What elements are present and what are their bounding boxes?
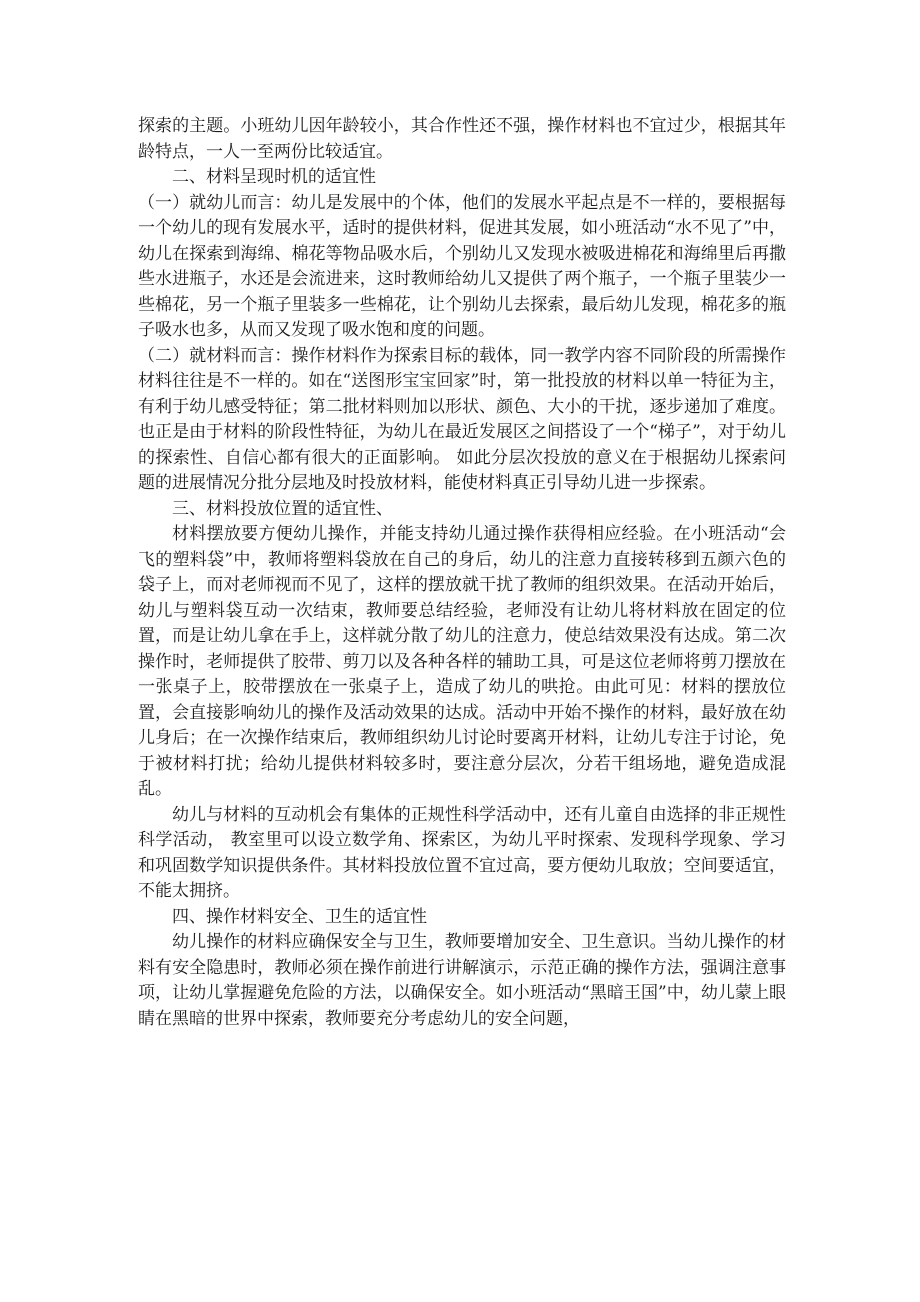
- paragraph-intro: 探索的主题。小班幼儿因年龄较小，其合作性还不强，操作材料也不宜过少，根据其年龄特点，一人一至两份比较适宜。: [138, 116, 786, 162]
- section-heading-2: 二、材料呈现时机的适宜性: [172, 167, 376, 187]
- paragraph-safety: 幼儿操作的材料应确保安全与卫生，教师要增加安全、卫生意识。当幼儿操作的材料有安全隐患时，教师必须在操作前进行讲解演示，示范正确的操作方法，强调注意事项，让幼儿掌握避免危险的方法，以确保安全。如小班活动“黑暗王国”中，幼儿蒙上眼睛在黑暗的世界中探索，教师要充分考虑幼儿的安全问题，: [138, 932, 786, 1029]
- paragraph-child-perspective: （一）就幼儿而言：幼儿是发展中的个体，他们的发展水平起点是不一样的，要根据每一个幼儿的现有发展水平，适时的提供材料，促进其发展，如小班活动“水不见了”中，幼儿在探索到海绵、棉花等物品吸水后，个别幼儿又发现水被吸进棉花和海绵里后再撒些水进瓶子，水还是会流进来，这时教师给幼儿又提供了两个瓶子，一个瓶子里装少一些棉花，另一个瓶子里装多一些棉花，让个别幼儿去探索，最后幼儿发现，棉花多的瓶子吸水也多，从而又发现了吸水饱和度的问题。: [138, 192, 786, 340]
- paragraph-material-perspective: （二）就材料而言：操作材料作为探索目标的载体，同一教学内容不同阶段的所需操作材料往往是不一样的。如在“送图形宝宝回家”时，第一批投放的材料以单一特征为主，有利于幼儿感受特征；第二批材料则加以形状、颜色、大小的干扰，逐步递加了难度。也正是由于材料的阶段性特征，为幼儿在最近发展区之间搭设了一个“梯子”，对于幼儿的探索性、自信心都有很大的正面影响。 如此分层次投放的意义在于根据幼儿探索问题的进展情况分批分层地及时投放材料，能使材料真正引导幼儿进一步探索。: [138, 345, 786, 493]
- section-heading-3: 三、材料投放位置的适宜性、: [172, 498, 393, 519]
- paragraph-placement: 材料摆放要方便幼儿操作，并能支持幼儿通过操作获得相应经验。在小班活动“会飞的塑料袋”中，教师将塑料袋放在自己的身后，幼儿的注意力直接转移到五颜六色的袋子上，而对老师视而不见了，这样的摆放就干扰了教师的组织效果。在活动开始后，幼儿与塑料袋互动一次结束，教师要总结经验，老师没有让幼儿将材料放在固定的位置，而是让幼儿拿在手上，这样就分散了幼儿的注意力，使总结效果没有达成。第二次操作时，老师提供了胶带、剪刀以及各种各样的辅助工具，可是这位老师将剪刀摆放在一张桌子上，胶带摆放在一张桌子上，造成了幼儿的哄抢。由此可见：材料的摆放位置，会直接影响幼儿的操作及活动效果的达成。活动中开始不操作的材料，最好放在幼儿身后；在一次操作结束后，教师组织幼儿讨论时要离开材料，让幼儿专注于讨论，免于被材料打扰；给幼儿提供材料较多时，要注意分层次，分若干组场地，避免造成混乱。: [138, 524, 786, 799]
- document-body: [138, 114, 786, 1032]
- paragraph-interaction: 幼儿与材料的互动机会有集体的正规性科学活动中，还有儿童自由选择的非正规性科学活动， 教室里可以设立数学角、探索区，为幼儿平时探索、发现科学现象、学习和巩固数学知识提供条件。其材料投放位置不宜过高，要方便幼儿取放；空间要适宜，不能太拥挤。: [138, 804, 786, 901]
- section-heading-4: 四、操作材料安全、卫生的适宜性: [172, 906, 427, 927]
